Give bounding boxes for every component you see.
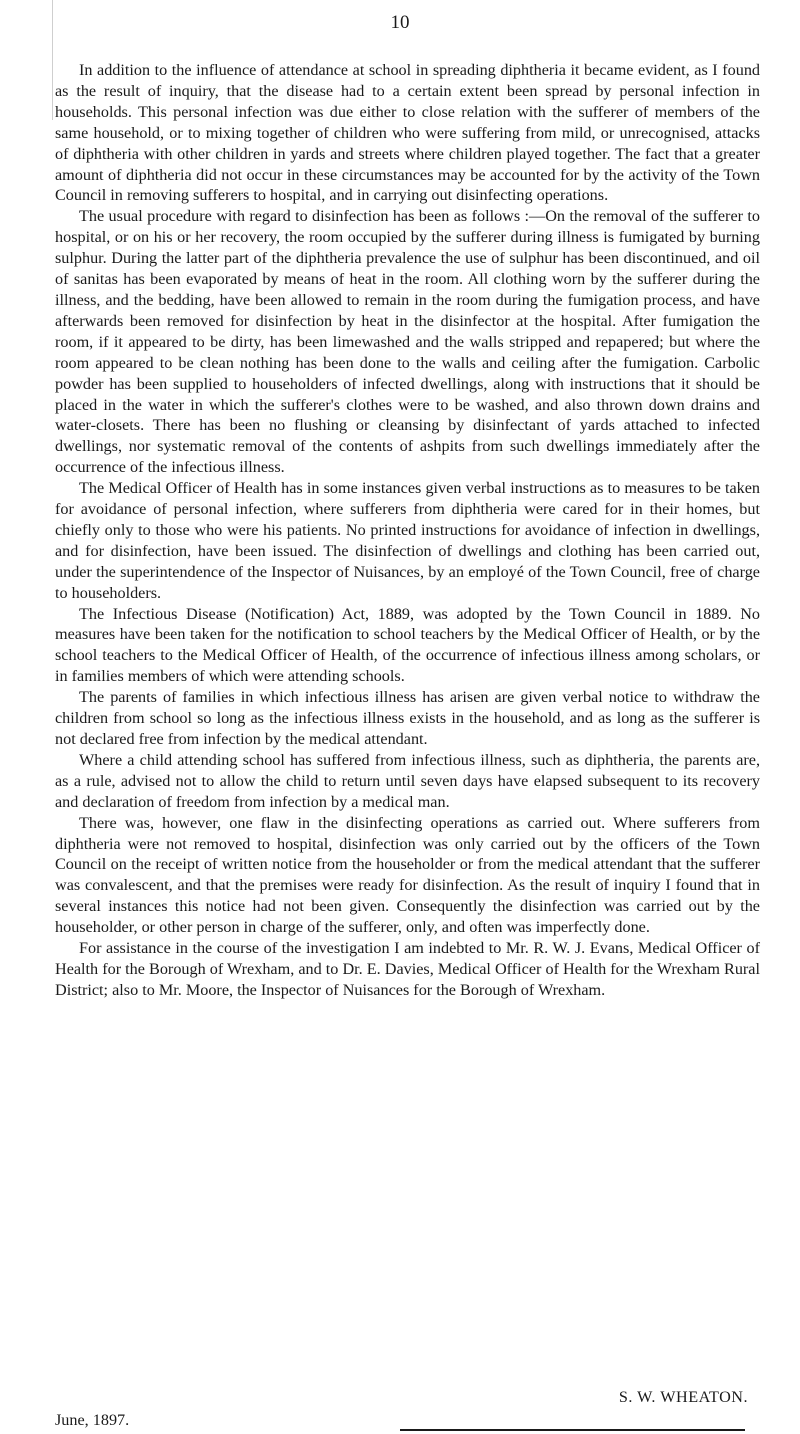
paragraph-school-influence: In addition to the influence of attendance at school in spreading diphtheria it became evident, as I found as the result of inquiry, that the disease had to a certain extent been spread by personal infection in households. This personal infection was due either to close relation with the sufferer of members of the same household, or to mixing together of children who were suffering from mild, or unrecognised, attacks of diphtheria with other children in yards and streets where children played together. The fact that a greater amount of diphtheria did not occur in these circumstances may be accounted for by the activity of the Town Council in removing sufferers to hospital, and in carrying out disinfecting operations.: [55, 61, 760, 205]
paragraph-child-return: Where a child attending school has suffered from infectious illness, such as diphtheria, the parents are, as a rule, advised not to allow the child to return until seven days have elapsed subsequent to its recovery and declaration of freedom from infection by a medical man.: [55, 750, 760, 811]
closing-rule: [400, 1429, 745, 1431]
paragraph-disinfection-procedure: The usual procedure with regard to disinfection has been as follows :—On the removal of the sufferer to hospital, or on his or her recovery, the room occupied by the sufferer during illness is fumigated by burning sulphur. During the latter part of the diphtheria prevalence the use of sulphur has been discontinued, and oil of sanitas has been evaporated by means of heat in the room. All clothing worn by the sufferer during the illness, and the bedding, have been allowed to remain in the room during the fumigation process, and have afterwards been removed for disinfection by heat in the disinfector at the hospital. After fumigation the room, if it appeared to be dirty, has been limewashed and the walls stripped and repapered; but where the room appeared to be clean nothing has been done to the walls and ceiling after the fumigation. Carbolic powder has been supplied to householders of infected dwellings, along with instructions that it should be placed in the water in which the sufferer's clothes were to be washed, and also thrown down drains and water-closets. There has been no flushing or cleansing by disinfectant of yards attached to infected dwellings, nor systematic removal of the contents of ashpits from such dwellings immediately after the occurrence of the infectious illness.: [55, 207, 760, 477]
page-number: 10: [390, 12, 410, 33]
report-date: June, 1897.: [55, 1411, 130, 1429]
paragraph-parents-notice: The parents of families in which infectious illness has arisen are given verbal notice to withdraw the children from school so long as the infectious illness exists in the household, and as long as the sufferer is not declared free from infection by the medical attendant.: [55, 688, 760, 748]
paragraph-disinfection-flaw: There was, however, one flaw in the disinfecting operations as carried out. Where sufferers from diphtheria were not removed to hospital, disinfection was only carried out by the officers of the Town Council on the receipt of written notice from the householder or from the medical attendant that the sufferer was convalescent, and that the premises were ready for disinfection. As the result of inquiry I found that in several instances this notice had not been given. Consequently the disinfection was carried out by the householder, or other person in charge of the sufferer, only, and often was imperfectly done.: [55, 813, 760, 937]
paragraph-acknowledgements: For assistance in the course of the investigation I am indebted to Mr. R. W. J. Evans, Medical Officer of Health for the Borough of Wrexham, and to Dr. E. Davies, Medical Officer of Health for the Wrexham Rural District; also to Mr. Moore, the Inspector of Nuisances for the Borough of Wrexham.: [55, 939, 760, 999]
author-signature: S. W. WHEATON.: [618, 1388, 748, 1406]
report-body: [55, 60, 760, 1001]
paragraph-notification-act: The Infectious Disease (Notification) Act, 1889, was adopted by the Town Council in 1889. No measures have been taken for the notification to school teachers by the Medical Officer of Health, or by the school teachers to the Medical Officer of Health, of the occurrence of infectious illness among scholars, or in families members of which were attending schools.: [55, 604, 760, 686]
paragraph-verbal-instructions: The Medical Officer of Health has in some instances given verbal instructions as to measures to be taken for avoidance of personal infection, where sufferers from diphtheria were cared for in their homes, but chiefly only to those who were his patients. No printed instructions for avoidance of infection in dwellings, and for disinfection, have been issued. The disinfection of dwellings and clothing has been carried out, under the superintendence of the Inspector of Nuisances, by an employé of the Town Council, free of charge to householders.: [55, 479, 760, 602]
